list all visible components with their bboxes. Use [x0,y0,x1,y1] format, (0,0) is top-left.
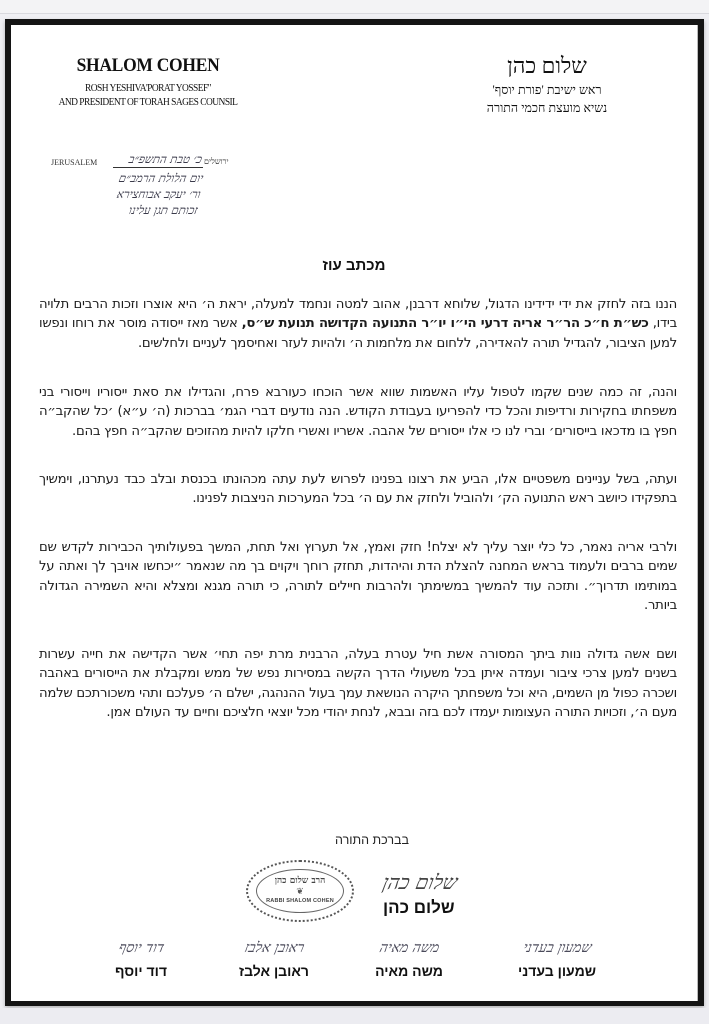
letterhead-english [43,55,253,108]
viewer-bottom-area [0,1008,709,1024]
paragraph-5: ושם אשה גדולה נוות ביתך המסורה אשת חיל עטרת בעלה, הרבנית מרת יפה תחי׳ אשר הקדישה את חייה עשרות בשנים למען צרכי ציבור ועמדה איתן בכל משעולי הדרך הקשה במסירות נפש של ממש ומקבלת את הייסורים באהבה ושכרה כפול מן השמים, היא וכל משפחתך היקרה הנושאת עמך בעול ההנהגה, ישלם ה׳ פעלכם ותהי משכורתכם שלמה מעם ה׳, וזכויות התורה העצומות יעמדו לכם בזה ובבא, לנחת יהודי מכל יוצאי חלציכם וחיים עד העולם אמן. [39,647,677,720]
dateline-underline [113,167,203,168]
paragraph-1-rest: אשר מאז ייסודה מוסר את רוחו ונפשו למען הציבור, להגדיל תורה להאדירה, ללחום את מלחמות ה׳ ולהיות לעזר ואחיסמך לעניים ולחלשים. [39,316,677,351]
paragraph-4: ולרבי אריה נאמר, כל כלי יוצר עליך לא יצלח! חזק ואמץ, אל תערוץ ואל תחת, המשך בפעולותיך הכבירות לקדש שם שמים ברבים ולעמוד בראש המחנה להצלת הדת והיהדות, תחזק רוחך ויקוים בך מה שנאמר ״יכחשו אויבך לך ואתה על במותימו תדרוך״. ותזכה עוד להמשיך במשימתך ולהרבות חיילים לתורה, כי תורה מגנא ומצלא והיא השמירה הגדולה ביותר. [39,540,677,613]
handwritten-line-4: זכותם תגן עלינו [127,203,199,217]
signer-david-yosef [81,940,201,979]
rabbinical-seal [246,860,354,922]
dateline-label-english: JERUSALEM [51,158,98,167]
handwritten-line-3: ור׳ יעקב אבוחצירא [115,187,202,201]
signer-4-handwritten: דוד יוסף [117,940,166,956]
dateline-label-hebrew: ירושלים [204,157,229,166]
letterhead-hebrew-position: נשיא מועצת חכמי התורה [486,101,608,115]
closing-blessing: בברכת התורה [335,833,409,847]
signer-2-handwritten: משה מאיה [377,940,441,956]
main-signature-name: שלום כהן [383,898,455,917]
viewer-top-bar [0,0,709,14]
letter-title: מכתב עוז [322,257,386,274]
paragraph-1-bold-name: כש״ת ח״כ הר״ר אריה דרעי הי״ו יו״ר התנועה הקדושה תנועת ש״ס, [241,316,649,332]
signer-3-handwritten: ראובן אלבז [243,940,306,956]
paragraph-3: ועתה, בשל עניינים משפטיים אלו, הביע את רצונו בפנינו לפרוש לעת עתה מכהונתו בכנסת ובלב כבד נעתרנו, וימשיך בתפקידו כיושב ראש התנועה הק׳ ולהוביל ולחזק את עם ה׳ בכל המערכות הניצבות לפנינו. [39,472,677,507]
seal-inner [256,869,344,913]
letterhead-english-name: SHALOM COHEN [76,55,220,76]
paragraph-2: והנה, זה כמה שנים שקמו לטפול עליו האשמות שווא אשר הוכחו כעורבא פרח, והגדילו את סאת ייסוריו וייסורי בני משפחתו בחקירות ורדיפות והכל כדי להפריעו בעבודת הקודש. הנה נודעים דברי הגמ׳ בברכות (ה׳ ע״א) ׳כל שהקב״ה חפץ בו מדכאו בייסורים׳ וברי לנו כי אלו ייסורים של אהבה. אשריו ואשרי חלקו להיות מהזוכים שהקב״ה חפץ בהם. [39,385,677,439]
letterhead-hebrew-name: שלום כהן [507,53,587,78]
paragraph-1-intro: הננו בזה לחזק את ידי ידידינו הדגול, שלוחא דרבנן, אהוב למטה ונחמד למעלה, יראת ה׳ היא אוצרו וזכות הרבים תלויה בידו, [39,297,678,332]
signer-2-name: משה מאיה [375,963,443,979]
signer-3-name: ראובן אלבז [239,963,309,979]
letterhead-hebrew [467,53,627,116]
document-frame [5,19,704,1006]
letter-page [11,25,698,1001]
handwritten-line-2: יום הלולת הרמב״ם [117,171,205,185]
signer-moshe-maya [349,940,469,979]
seal-hebrew-text: הרב שלום כהן [274,876,326,886]
main-signature-handwritten: שלום כהן [380,870,460,894]
letterhead-hebrew-title: ראש ישיבת 'פורת יוסף' [492,83,602,97]
letterhead-english-position: AND PRESIDENT OF TORAH SAGES COUNSIL [58,97,238,108]
seal-ornament-icon: ❦ [296,886,304,896]
signer-4-name: דוד יוסף [115,963,167,979]
seal-english-text: RABBI SHALOM COHEN [266,898,334,904]
signer-1-handwritten: שמעון בעדני [521,940,594,956]
paragraph-1 [39,295,677,353]
signer-1-name: שמעון בעדני [517,963,597,979]
letterhead-english-title: ROSH YESHIVA'PORAT YOSSEF" [85,83,211,94]
signer-reuven-elbaz [214,940,334,979]
handwritten-date: כ׳ טבת התשפ״ב [127,152,204,166]
signer-shimon-baadani [497,940,617,979]
